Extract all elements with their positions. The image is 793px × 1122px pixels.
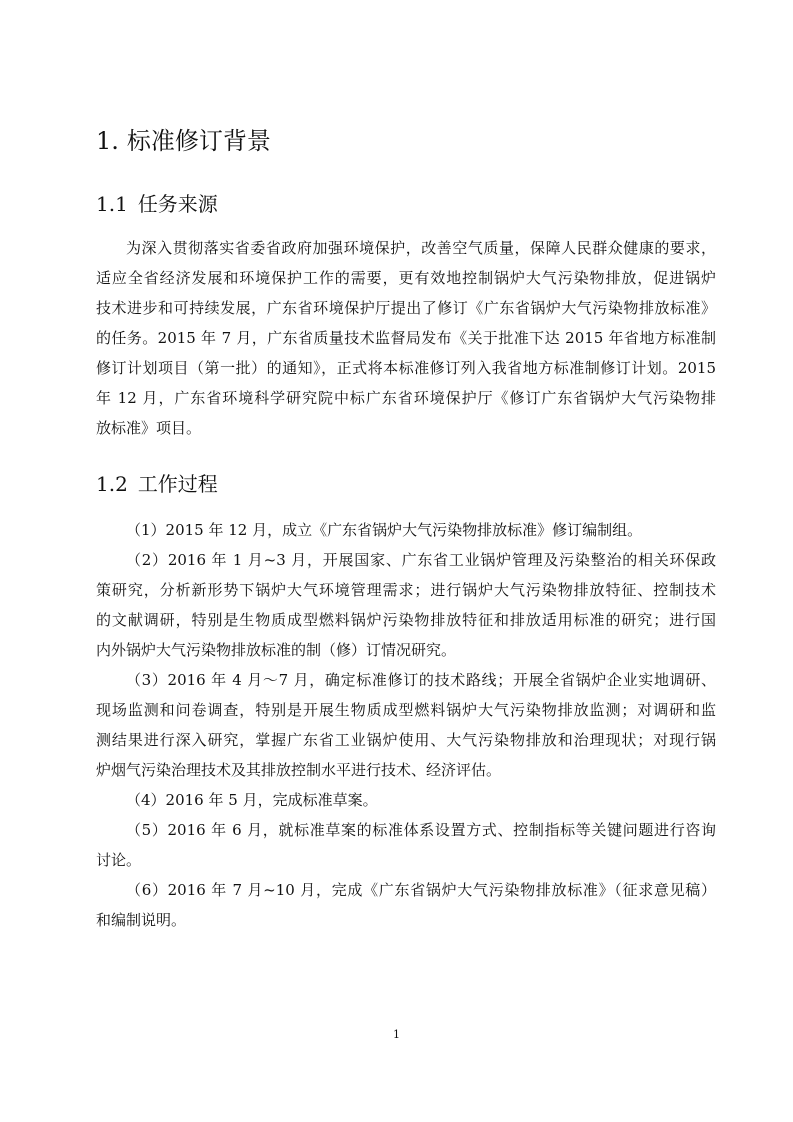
paragraph-line: 的任务。2015 年 7 月，广东省质量技术监督局发布《关于批准下达 2015 年省地方标准制 xyxy=(96,329,716,347)
section-heading-work-process xyxy=(96,470,218,498)
process-item-line: 策研究，分析新形势下锅炉大气环境管理需求；进行锅炉大气污染物排放特征、控制技术 xyxy=(96,581,716,599)
process-item-line: （2）2016 年 1 月~3 月，开展国家、广东省工业锅炉管理及污染整治的相关环保政 xyxy=(126,551,716,569)
section-number: 1.1 xyxy=(96,192,128,216)
chapter-heading xyxy=(96,125,271,157)
process-item-line: 讨论。 xyxy=(96,851,142,869)
process-item-line: 的文献调研，特别是生物质成型燃料锅炉污染物排放特征和排放适用标准的研究；进行国 xyxy=(96,611,716,629)
process-item-line: （5）2016 年 6 月，就标准草案的标准体系设置方式、控制指标等关键问题进行咨询 xyxy=(126,821,716,839)
process-item-line: 现场监测和问卷调查，特别是开展生物质成型燃料锅炉大气污染物排放监测；对调研和监 xyxy=(96,701,716,719)
paragraph-line: 技术进步和可持续发展，广东省环境保护厅提出了修订《广东省锅炉大气污染物排放标准》 xyxy=(96,299,716,317)
section-number: 1.2 xyxy=(96,472,128,496)
paragraph-line: 为深入贯彻落实省委省政府加强环境保护，改善空气质量，保障人民群众健康的要求， xyxy=(126,239,716,257)
section-title: 任务来源 xyxy=(137,192,218,216)
paragraph-line: 年 12 月，广东省环境科学研究院中标广东省环境保护厅《修订广东省锅炉大气污染物排 xyxy=(96,389,716,407)
paragraph-line: 放标准》项目。 xyxy=(96,419,202,437)
process-item-line: 炉烟气污染治理技术及其排放控制水平进行技术、经济评估。 xyxy=(96,761,502,779)
chapter-number: 1. xyxy=(96,127,119,155)
process-item-line: （6）2016 年 7 月~10 月，完成《广东省锅炉大气污染物排放标准》（征求意见稿） xyxy=(126,881,716,899)
chapter-title: 标准修订背景 xyxy=(126,127,271,155)
process-item-line: 和编制说明。 xyxy=(96,911,187,929)
work-process-list xyxy=(96,515,716,935)
paragraph-line: 适应全省经济发展和环境保护工作的需要，更有效地控制锅炉大气污染物排放，促进锅炉 xyxy=(96,269,716,287)
section-heading-task-source xyxy=(96,190,218,218)
section-title: 工作过程 xyxy=(137,472,218,496)
paragraph-line: 修订计划项目（第一批）的通知》，正式将本标准修订列入我省地方标准制修订计划。2015 xyxy=(96,359,716,377)
task-source-paragraph xyxy=(96,233,716,443)
process-item-line: 内外锅炉大气污染物排放标准的制（修）订情况研究。 xyxy=(96,641,457,659)
process-item-line: （1）2015 年 12 月，成立《广东省锅炉大气污染物排放标准》修订编制组。 xyxy=(126,521,643,539)
process-item-line: （3）2016 年 4 月～7 月，确定标准修订的技术路线；开展全省锅炉企业实地调研、 xyxy=(126,671,716,689)
process-item-line: 测结果进行深入研究，掌握广东省工业锅炉使用、大气污染物排放和治理现状；对现行锅 xyxy=(96,731,716,749)
page-number: 1 xyxy=(393,1028,400,1041)
process-item-line: （4）2016 年 5 月，完成标准草案。 xyxy=(126,791,378,809)
